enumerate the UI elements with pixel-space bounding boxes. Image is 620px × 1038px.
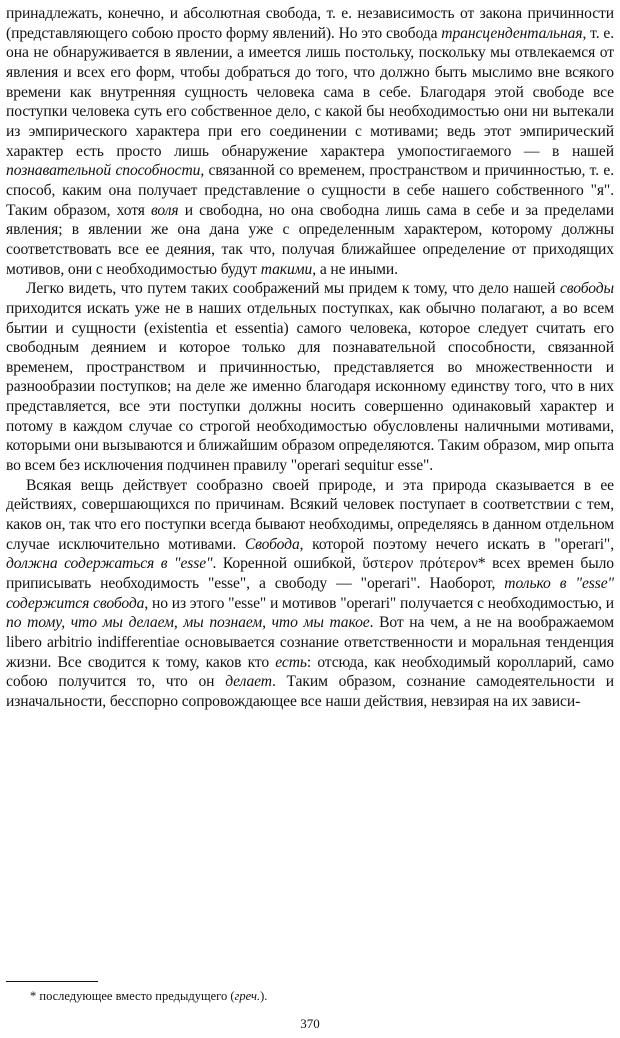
footnote-text: * последующее вместо предыдущего ( <box>30 989 235 1003</box>
italic-text: делает <box>225 673 272 691</box>
italic-text: свободы <box>559 280 614 298</box>
footnote <box>30 988 267 1004</box>
footnote-divider <box>6 981 98 982</box>
paragraph-text: , которой поэтому нечего искать в "operari", <box>299 535 614 553</box>
paragraph-text: принадлежать, конечно, и абсолютная свобода, т. е. независимость от закона причинности (представляющего собою просто форму явлений). Но это свобода <box>6 5 614 42</box>
paragraph-text: , связанной со временем, пространством и причинностью, т. е. способ, каким она получает представление о сущности в себе нашего собственного "я". Таким образом, хотя <box>6 162 615 219</box>
italic-text: воля <box>150 201 179 219</box>
paragraph-text: , а не иными. <box>312 260 398 278</box>
italic-text: такими <box>260 260 313 278</box>
footnote-text-end: ). <box>260 989 268 1003</box>
italic-text: Свобода <box>244 535 300 553</box>
paragraph-text: : отсюда, как необходимый королларий, само собою получится то, что он <box>6 653 614 691</box>
italic-text: должна содержаться в "esse" <box>6 555 213 573</box>
footnote-italic: греч. <box>234 989 261 1003</box>
main-text <box>6 4 614 712</box>
italic-text: только в "esse" содержится свобода <box>6 575 614 612</box>
paragraph-text: . Вот на чем, а не на воображаемом libero arbitrio indifferentiae основывается сознание ответственности и моральная тенденция жизни. Все сводится к тому, каков кто <box>6 614 614 671</box>
paragraph <box>6 279 614 476</box>
italic-text: по тому, что мы делаем, мы познаем, что мы такое <box>6 614 370 632</box>
italic-text: трансцендентальная <box>441 24 583 42</box>
paragraph-text: Всякая вещь действует сообразно своей природе, и эта природа сказывается в ее действиях, совершающихся по причинам. Всякий человек поступает в соответствии с тем, каков он, так что его поступки всегда бывают необходимы, определяясь в данном отдельном случае исключительно мотивами. <box>6 476 614 553</box>
paragraph-text: , но из этого "esse" и мотивов "operari" получается с необходимостью, и <box>144 594 614 612</box>
paragraph-text: , т. е. она не обнаруживается в явлении, а имеется лишь постольку, поскольку мы отвлекаемся от явления и всех его форм, чтобы добраться до того, что должно быть мыслимо вне всякого времени как внутренняя сущность человека сама в себе. Благодаря этой свободе все поступки человека суть его собственное дело, с какой бы необходимостью они ни вытекали из эмпирического характера при его соединении с мотивами; ведь этот эмпирический характер есть просто лишь обнаружение характера умопостигаемого — в нашей <box>6 24 614 160</box>
paragraph-text: и свободна, но она свободна лишь сама в себе и за пределами явления; в явлении же она дана уже с определенным характером, которому должны соответствовать все ее деяния, так что, получая ближайшее определение от приходящих мотивов, они с необходимостью будут <box>6 201 614 278</box>
paragraph <box>6 4 614 279</box>
paragraph-text: приходится искать уже не в наших отдельных поступках, как обычно полагают, а во всем бытии и сущности (existentia et essentia) самого человека, которое следует считать его свободным деянием и которое только для познавательной способности, связанной временем, пространством и причинностью, представляется во множественности и разнообразии поступков; на деле же именно благодаря исконному единству того, что в них представляется, все эти поступки должны носить совершенно одинаковый характер и потому в каждом случае со строгой необходимостью обусловлены наличными мотивами, которыми они вызываются и ближайшим образом определяются. Таким образом, мир опыта во всем без исключения подчинен правилу "operari sequitur esse". <box>6 299 614 475</box>
paragraph <box>6 476 614 712</box>
italic-text: познавательной способности <box>6 162 201 180</box>
page-number: 370 <box>300 1016 320 1031</box>
italic-text: есть <box>275 653 307 671</box>
paragraph-text: Легко видеть, что путем таких соображений мы придем к тому, что дело нашей <box>26 280 560 298</box>
paragraph-text: . Коренной ошибкой, ὕστερον πρότερον* всех времен было приписывать необходимость "esse", а свободу — "operari". Наоборот, <box>6 555 614 593</box>
paragraph-text: . Таким образом, сознание самодеятельности и изначальности, бесспорно сопровождающее все наши действия, невзирая на их зависи- <box>6 673 614 710</box>
